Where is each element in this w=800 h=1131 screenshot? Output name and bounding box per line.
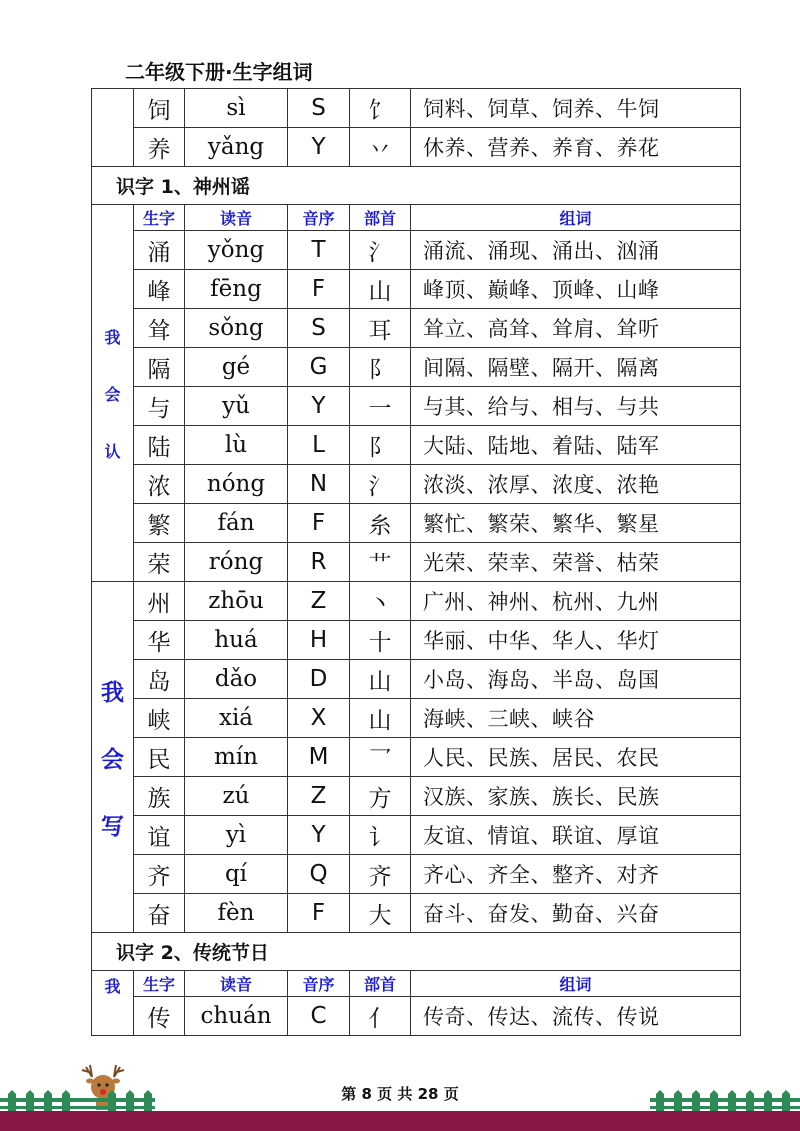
words-cell: 光荣、荣幸、荣誉、枯荣 xyxy=(411,543,741,582)
radical-cell: 糸 xyxy=(350,504,411,543)
order-cell: F xyxy=(288,270,350,309)
order-cell: R xyxy=(288,543,350,582)
pinyin-cell: dǎo xyxy=(185,660,288,699)
side-label-section2 xyxy=(92,971,134,1036)
words-cell: 汉族、家族、族长、民族 xyxy=(411,777,741,816)
column-header-row xyxy=(92,971,741,997)
table-row xyxy=(92,738,741,777)
table-row xyxy=(92,816,741,855)
order-cell: S xyxy=(288,89,350,128)
pinyin-cell: lù xyxy=(185,426,288,465)
char-cell: 州 xyxy=(134,582,185,621)
order-cell: Y xyxy=(288,128,350,167)
radical-cell: 山 xyxy=(350,699,411,738)
order-cell: N xyxy=(288,465,350,504)
words-cell: 奋斗、奋发、勤奋、兴奋 xyxy=(411,894,741,933)
table-row xyxy=(92,997,741,1036)
radical-cell: 丷 xyxy=(350,128,411,167)
header-order: 音序 xyxy=(288,971,350,997)
radical-cell: 丶 xyxy=(350,582,411,621)
radical-cell: 一 xyxy=(350,387,411,426)
table-row xyxy=(92,621,741,660)
pinyin-cell: fán xyxy=(185,504,288,543)
table-row xyxy=(92,270,741,309)
pinyin-cell: yǎng xyxy=(185,128,288,167)
radical-cell: 耳 xyxy=(350,309,411,348)
words-cell: 人民、民族、居民、农民 xyxy=(411,738,741,777)
char-cell: 繁 xyxy=(134,504,185,543)
pinyin-cell: nóng xyxy=(185,465,288,504)
radical-cell: 乛 xyxy=(350,738,411,777)
words-cell: 传奇、传达、流传、传说 xyxy=(411,997,741,1036)
pinyin-cell: fèn xyxy=(185,894,288,933)
section-title-row xyxy=(92,933,741,971)
char-cell: 荣 xyxy=(134,543,185,582)
pinyin-cell: huá xyxy=(185,621,288,660)
radical-cell: 阝 xyxy=(350,426,411,465)
side-label-char: 我 xyxy=(104,977,121,996)
header-order: 音序 xyxy=(288,205,350,231)
pinyin-cell: xiá xyxy=(185,699,288,738)
header-words: 组词 xyxy=(411,971,741,997)
section-title: 识字 2、传统节日 xyxy=(92,933,741,971)
table-row xyxy=(92,128,741,167)
table-row xyxy=(92,231,741,270)
char-cell: 族 xyxy=(134,777,185,816)
words-cell: 繁忙、繁荣、繁华、繁星 xyxy=(411,504,741,543)
table-row xyxy=(92,387,741,426)
side-label-recognize xyxy=(92,205,134,582)
table-row xyxy=(92,543,741,582)
radical-cell: 亻 xyxy=(350,997,411,1036)
side-label-write xyxy=(92,582,134,933)
vocabulary-table xyxy=(91,88,741,1036)
pinyin-cell: yǔ xyxy=(185,387,288,426)
radical-cell: 山 xyxy=(350,660,411,699)
header-pinyin: 读音 xyxy=(185,205,288,231)
side-label-char: 写 xyxy=(101,813,124,840)
header-radical: 部首 xyxy=(350,971,411,997)
char-cell: 陆 xyxy=(134,426,185,465)
char-cell: 涌 xyxy=(134,231,185,270)
char-cell: 传 xyxy=(134,997,185,1036)
table-row xyxy=(92,894,741,933)
order-cell: G xyxy=(288,348,350,387)
radical-cell: 讠 xyxy=(350,816,411,855)
side-cell-empty xyxy=(92,89,134,167)
pinyin-cell: mín xyxy=(185,738,288,777)
pinyin-cell: qí xyxy=(185,855,288,894)
words-cell: 齐心、齐全、整齐、对齐 xyxy=(411,855,741,894)
radical-cell: 饣 xyxy=(350,89,411,128)
header-char: 生字 xyxy=(134,971,185,997)
section-title-row xyxy=(92,167,741,205)
order-cell: Q xyxy=(288,855,350,894)
words-cell: 华丽、中华、华人、华灯 xyxy=(411,621,741,660)
header-radical: 部首 xyxy=(350,205,411,231)
char-cell: 与 xyxy=(134,387,185,426)
char-cell: 养 xyxy=(134,128,185,167)
order-cell: M xyxy=(288,738,350,777)
header-words: 组词 xyxy=(411,205,741,231)
page-header: 二年级下册·生字组词 xyxy=(125,60,313,84)
order-cell: L xyxy=(288,426,350,465)
pinyin-cell: zhōu xyxy=(185,582,288,621)
char-cell: 隔 xyxy=(134,348,185,387)
table-row xyxy=(92,309,741,348)
char-cell: 民 xyxy=(134,738,185,777)
order-cell: X xyxy=(288,699,350,738)
table-row xyxy=(92,426,741,465)
footer-band xyxy=(0,1111,800,1131)
section-title: 识字 1、神州谣 xyxy=(92,167,741,205)
radical-cell: 方 xyxy=(350,777,411,816)
char-cell: 岛 xyxy=(134,660,185,699)
table-row xyxy=(92,465,741,504)
radical-cell: 氵 xyxy=(350,465,411,504)
order-cell: Z xyxy=(288,777,350,816)
order-cell: F xyxy=(288,504,350,543)
words-cell: 广州、神州、杭州、九州 xyxy=(411,582,741,621)
pinyin-cell: róng xyxy=(185,543,288,582)
pinyin-cell: sì xyxy=(185,89,288,128)
words-cell: 大陆、陆地、着陆、陆军 xyxy=(411,426,741,465)
words-cell: 峰顶、巅峰、顶峰、山峰 xyxy=(411,270,741,309)
char-cell: 谊 xyxy=(134,816,185,855)
words-cell: 涌流、涌现、涌出、汹涌 xyxy=(411,231,741,270)
words-cell: 友谊、情谊、联谊、厚谊 xyxy=(411,816,741,855)
radical-cell: 十 xyxy=(350,621,411,660)
order-cell: T xyxy=(288,231,350,270)
pinyin-cell: chuán xyxy=(185,997,288,1036)
side-label-char: 会 xyxy=(101,746,124,773)
words-cell: 耸立、高耸、耸肩、耸听 xyxy=(411,309,741,348)
side-label-char: 我 xyxy=(104,327,121,347)
side-label-char: 我 xyxy=(101,679,124,706)
order-cell: C xyxy=(288,997,350,1036)
pinyin-cell: fēng xyxy=(185,270,288,309)
words-cell: 间隔、隔壁、隔开、隔离 xyxy=(411,348,741,387)
words-cell: 与其、给与、相与、与共 xyxy=(411,387,741,426)
column-header-row xyxy=(92,205,741,231)
words-cell: 休养、营养、养育、养花 xyxy=(411,128,741,167)
pinyin-cell: yì xyxy=(185,816,288,855)
pinyin-cell: sǒng xyxy=(185,309,288,348)
words-cell: 小岛、海岛、半岛、岛国 xyxy=(411,660,741,699)
side-label-char: 认 xyxy=(104,441,121,461)
order-cell: Y xyxy=(288,387,350,426)
char-cell: 耸 xyxy=(134,309,185,348)
header-char: 生字 xyxy=(134,205,185,231)
char-cell: 奋 xyxy=(134,894,185,933)
radical-cell: 氵 xyxy=(350,231,411,270)
radical-cell: 山 xyxy=(350,270,411,309)
char-cell: 浓 xyxy=(134,465,185,504)
table-row xyxy=(92,89,741,128)
radical-cell: 阝 xyxy=(350,348,411,387)
radical-cell: 齐 xyxy=(350,855,411,894)
order-cell: Y xyxy=(288,816,350,855)
page-number: 第 8 页 共 28 页 xyxy=(341,1085,459,1103)
table-row xyxy=(92,348,741,387)
char-cell: 峰 xyxy=(134,270,185,309)
table-row xyxy=(92,660,741,699)
char-cell: 饲 xyxy=(134,89,185,128)
order-cell: H xyxy=(288,621,350,660)
words-cell: 浓淡、浓厚、浓度、浓艳 xyxy=(411,465,741,504)
header-pinyin: 读音 xyxy=(185,971,288,997)
radical-cell: 艹 xyxy=(350,543,411,582)
order-cell: Z xyxy=(288,582,350,621)
table-row xyxy=(92,699,741,738)
order-cell: F xyxy=(288,894,350,933)
radical-cell: 大 xyxy=(350,894,411,933)
char-cell: 齐 xyxy=(134,855,185,894)
words-cell: 饲料、饲草、饲养、牛饲 xyxy=(411,89,741,128)
table-row xyxy=(92,855,741,894)
order-cell: S xyxy=(288,309,350,348)
pinyin-cell: yǒng xyxy=(185,231,288,270)
pinyin-cell: zú xyxy=(185,777,288,816)
table-row xyxy=(92,582,741,621)
char-cell: 峡 xyxy=(134,699,185,738)
table-row xyxy=(92,777,741,816)
words-cell: 海峡、三峡、峡谷 xyxy=(411,699,741,738)
pinyin-cell: gé xyxy=(185,348,288,387)
char-cell: 华 xyxy=(134,621,185,660)
order-cell: D xyxy=(288,660,350,699)
side-label-char: 会 xyxy=(104,384,121,404)
table-row xyxy=(92,504,741,543)
